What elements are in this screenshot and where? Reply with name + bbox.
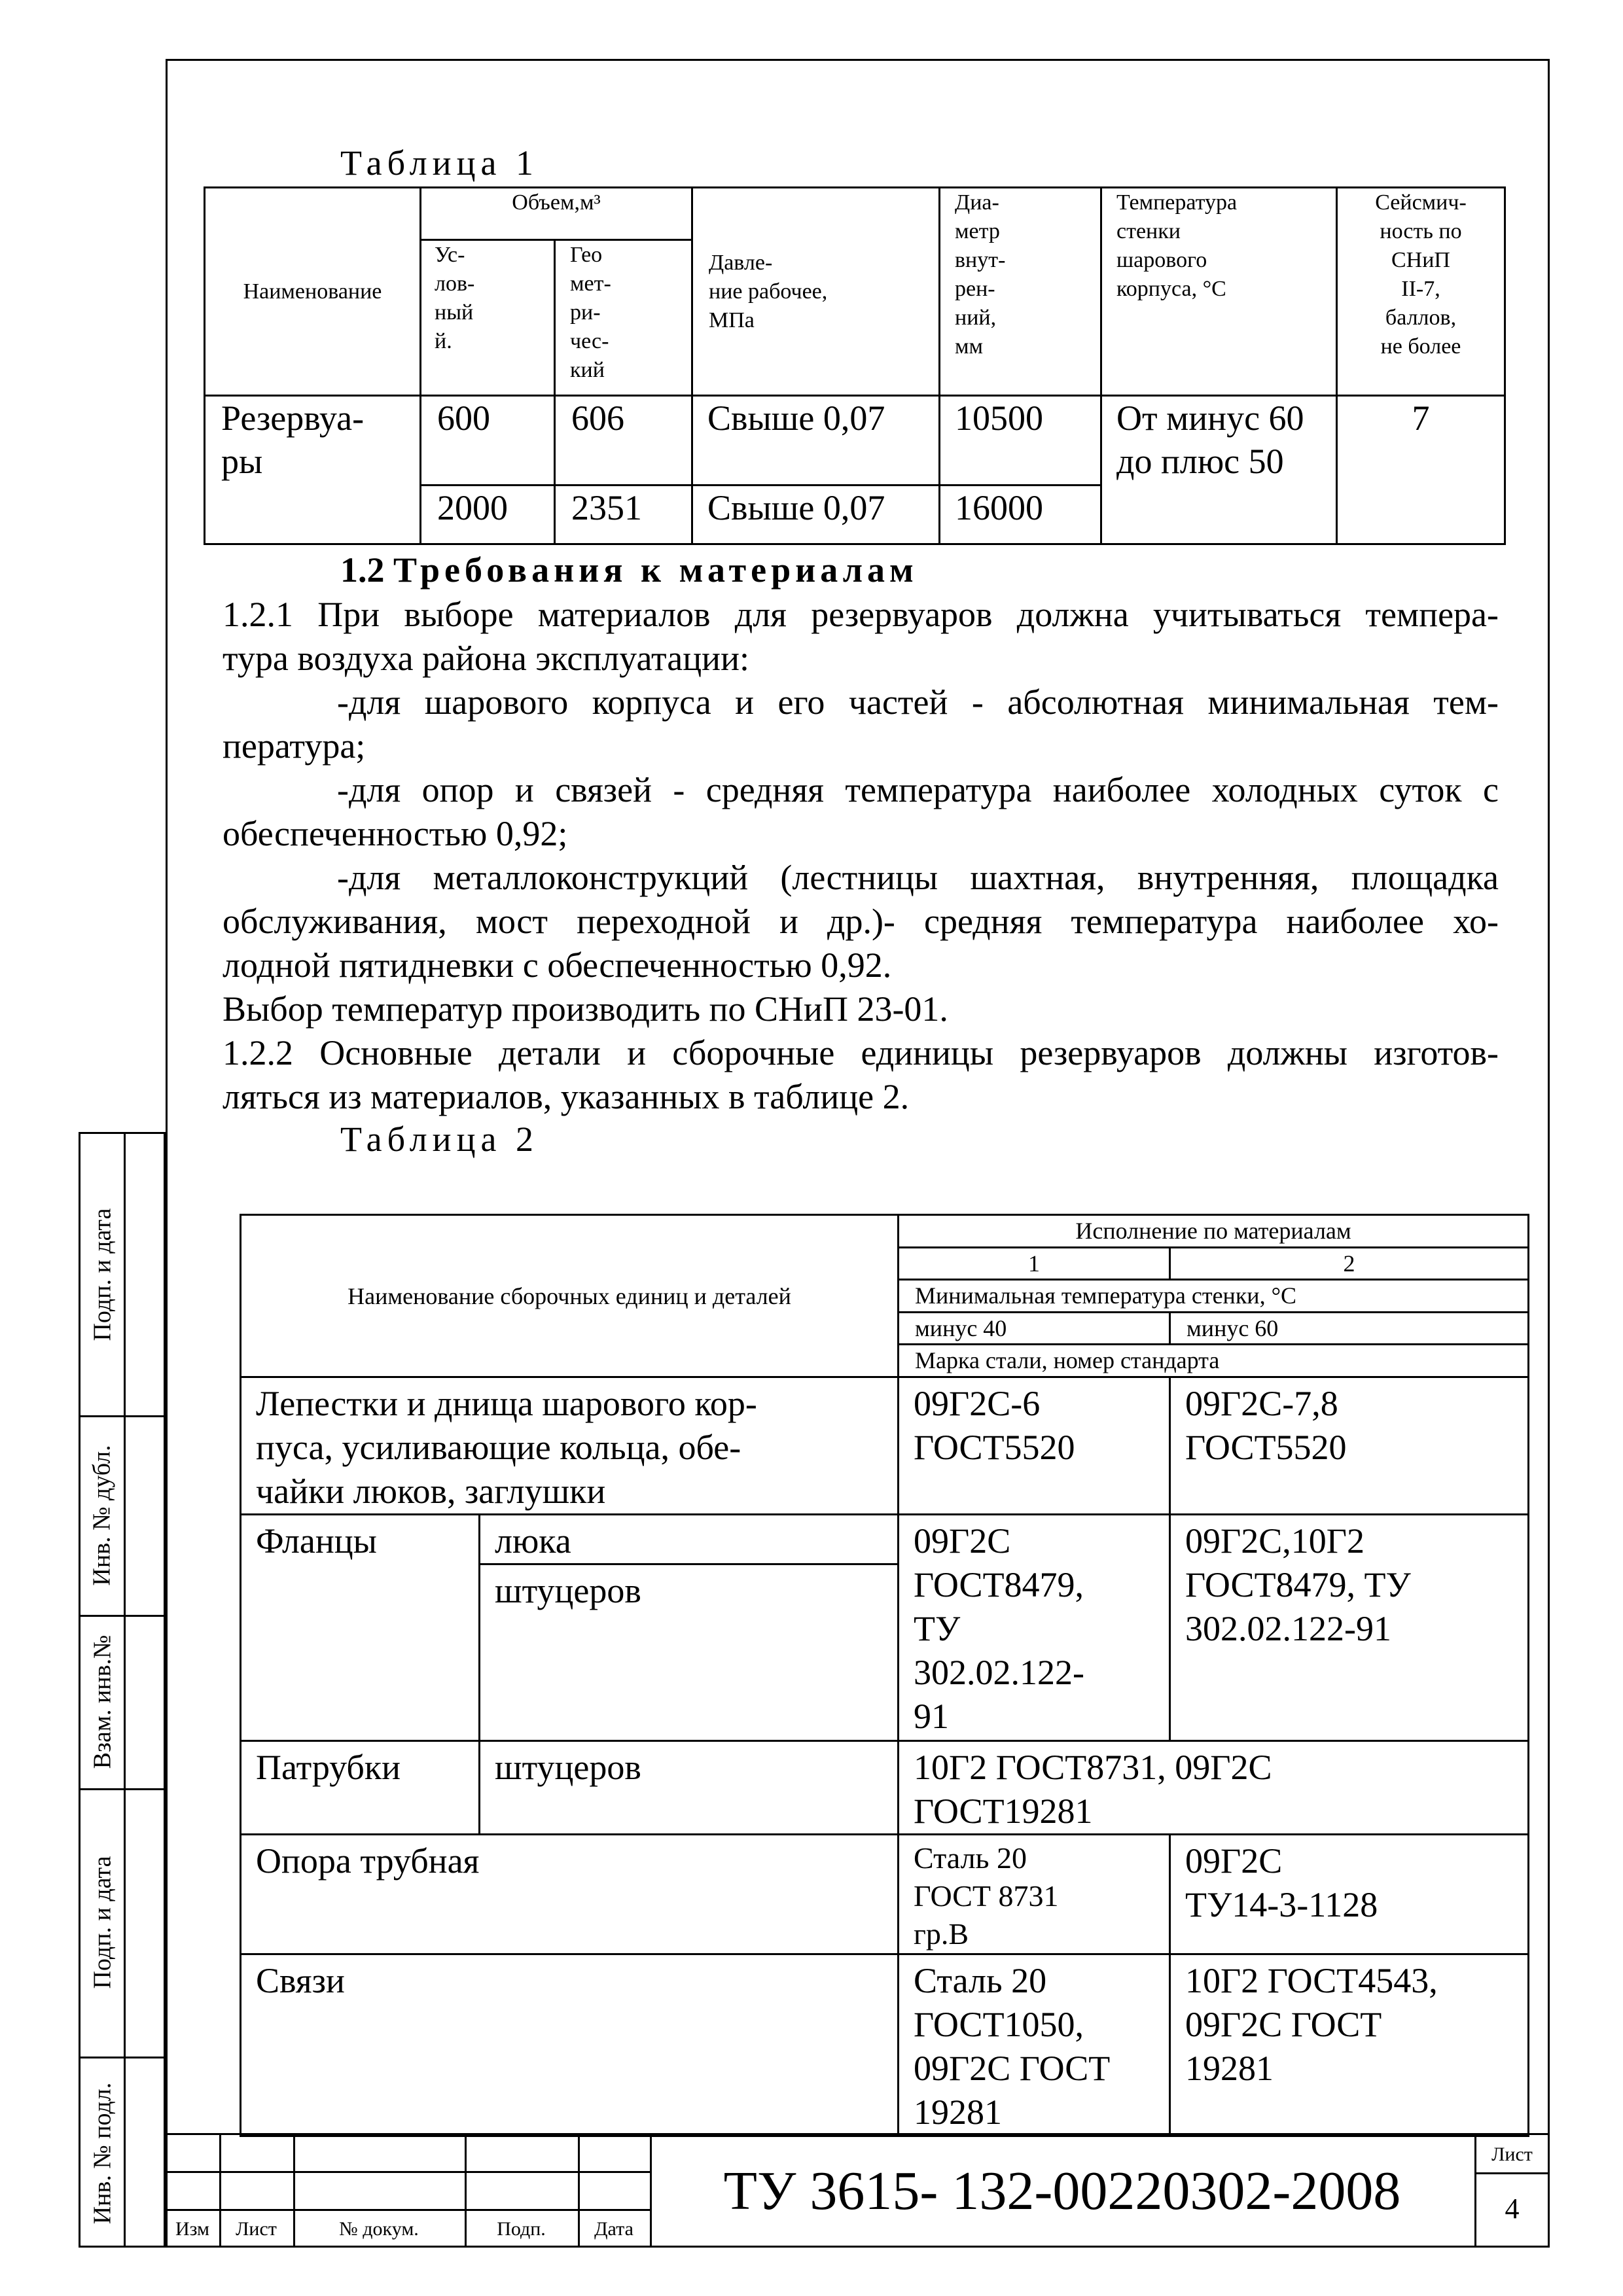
t2-header-t1: минус 40	[899, 1313, 1170, 1345]
t1-seismic-value: 7	[1337, 396, 1505, 544]
t2-header-col1: 1	[899, 1248, 1170, 1280]
t2-row-links: Связи	[241, 1954, 899, 2136]
t2-header-grade: Марка стали, номер стандарта	[899, 1345, 1529, 1377]
stamp-label: Инв. № дубл.	[88, 1444, 116, 1586]
t1-header-volume-cond: Ус- лов- ный й.	[421, 240, 555, 396]
table2-caption: Таблица 2	[340, 1120, 539, 1159]
t2-row-flanges: Фланцы	[241, 1515, 480, 1741]
t2-cell: 10Г2 ГОСТ4543, 09Г2С ГОСТ 19281	[1170, 1954, 1529, 2136]
t1-cell: 16000	[940, 486, 1101, 544]
t2-header-col2: 2	[1170, 1248, 1529, 1280]
tb-col-sign: Подп.	[497, 2218, 546, 2240]
title-block	[166, 2133, 1550, 2248]
tb-sheet-label: Лист	[1491, 2144, 1533, 2165]
section-heading: 1.2 Требования к материалам	[340, 550, 918, 590]
t2-subcell: штуцеров	[480, 1741, 899, 1835]
t2-row-nozzles: Патрубки	[241, 1741, 480, 1835]
t2-cell: 09Г2С ТУ14-3-1128	[1170, 1835, 1529, 1954]
t2-cell: 09Г2С-6 ГОСТ5520	[899, 1377, 1170, 1515]
t2-subcell: штуцеров	[480, 1564, 899, 1741]
t2-row-petals: Лепестки и днища шарового кор- пуса, усиливающие кольца, обе- чайки люков, заглушки	[241, 1377, 899, 1515]
paragraph-6-line2: ляться из материалов, указанных в таблице 2.	[223, 1077, 910, 1116]
paragraph-2-line2: пература;	[223, 726, 366, 766]
t1-cell: 600	[421, 396, 555, 486]
paragraph-4-line3: лодной пятидневки с обеспеченностью 0,92.	[223, 945, 892, 985]
table2	[240, 1214, 1529, 2137]
t2-cell: 09Г2С-7,8 ГОСТ5520	[1170, 1377, 1529, 1515]
paragraph-4-line2: обслуживания, мост переходной и др.)- средняя температура наиболее хо-	[223, 902, 1499, 941]
t1-cell: 606	[555, 396, 692, 486]
t1-cell: Свыше 0,07	[692, 396, 940, 486]
t1-header-temperature: Температура стенки шарового корпуса, °С	[1101, 188, 1337, 396]
t1-temperature-value: От минус 60 до плюс 50	[1101, 396, 1337, 544]
stamp-label: Взам. инв.№	[88, 1634, 116, 1769]
tb-col-list: Лист	[236, 2218, 277, 2240]
stamp-label: Инв. № подл.	[88, 2082, 116, 2224]
paragraph-5: Выбор температур производить по СНиП 23-01.	[223, 989, 948, 1029]
binding-stamp	[79, 1132, 166, 2248]
t1-header-seismic: Сейсмич- ность по СНиП II-7, баллов, не более	[1337, 188, 1505, 396]
t1-cell: 10500	[940, 396, 1101, 486]
table1-caption: Таблица 1	[340, 143, 539, 183]
t2-row-support: Опора трубная	[241, 1835, 899, 1954]
t2-cell: 10Г2 ГОСТ8731, 09Г2С ГОСТ19281	[899, 1741, 1529, 1835]
document-designation: ТУ 3615- 132-00220302-2008	[723, 2161, 1401, 2221]
paragraph-6-line1: 1.2.2 Основные детали и сборочные единицы резервуаров должны изготов-	[223, 1033, 1499, 1072]
t2-cell: Сталь 20 ГОСТ 8731 гр.В	[899, 1835, 1170, 1954]
t1-cell: Свыше 0,07	[692, 486, 940, 544]
t1-header-volume: Объем,м³	[421, 188, 692, 240]
t2-cell: 09Г2С,10Г2 ГОСТ8479, ТУ 302.02.122-91	[1170, 1515, 1529, 1741]
t1-header-volume-geom: Гео мет- ри- чес- кий	[555, 240, 692, 396]
tb-col-izm: Изм	[175, 2218, 210, 2240]
t1-cell: 2351	[555, 486, 692, 544]
t1-header-name: Наименование	[205, 188, 421, 396]
t1-header-pressure: Давле- ние рабочее, МПа	[692, 188, 940, 396]
paragraph-4-line1: -для металлоконструкций (лестницы шахтная, внутренняя, площадка	[337, 858, 1499, 897]
paragraph-3-line2: обеспеченностью 0,92;	[223, 814, 568, 853]
t2-header-t2: минус 60	[1170, 1313, 1529, 1345]
t2-header-min-temp: Минимальная температура стенки, °С	[899, 1280, 1529, 1313]
t2-cell: 09Г2С ГОСТ8479, ТУ 302.02.122- 91	[899, 1515, 1170, 1741]
tb-sheet-number: 4	[1505, 2193, 1520, 2225]
t1-header-diameter: Диа- метр внут- рен- ний, мм	[940, 188, 1101, 396]
stamp-label: Подп. и дата	[88, 1208, 116, 1341]
t2-cell: Сталь 20 ГОСТ1050, 09Г2С ГОСТ 19281	[899, 1954, 1170, 2136]
paragraph-3-line1: -для опор и связей - средняя температура наиболее холодных суток с	[337, 770, 1499, 809]
t2-header-name: Наименование сборочных единиц и деталей	[241, 1215, 899, 1377]
paragraph-1-line1: 1.2.1 При выборе материалов для резервуаров должна учитываться темпера-	[223, 595, 1499, 634]
t2-subcell: люка	[480, 1515, 899, 1564]
t1-row-name: Резервуа- ры	[205, 396, 421, 544]
paragraph-1-line2: тура воздуха района эксплуатации:	[223, 639, 749, 678]
t1-cell: 2000	[421, 486, 555, 544]
stamp-label: Подп. и дата	[88, 1856, 116, 1989]
tb-col-date: Дата	[594, 2218, 633, 2240]
table1	[204, 186, 1506, 545]
tb-col-doc: № докум.	[339, 2218, 419, 2240]
paragraph-2-line1: -для шарового корпуса и его частей - абсолютная минимальная тем-	[337, 682, 1499, 722]
t2-header-execution: Исполнение по материалам	[899, 1215, 1529, 1248]
